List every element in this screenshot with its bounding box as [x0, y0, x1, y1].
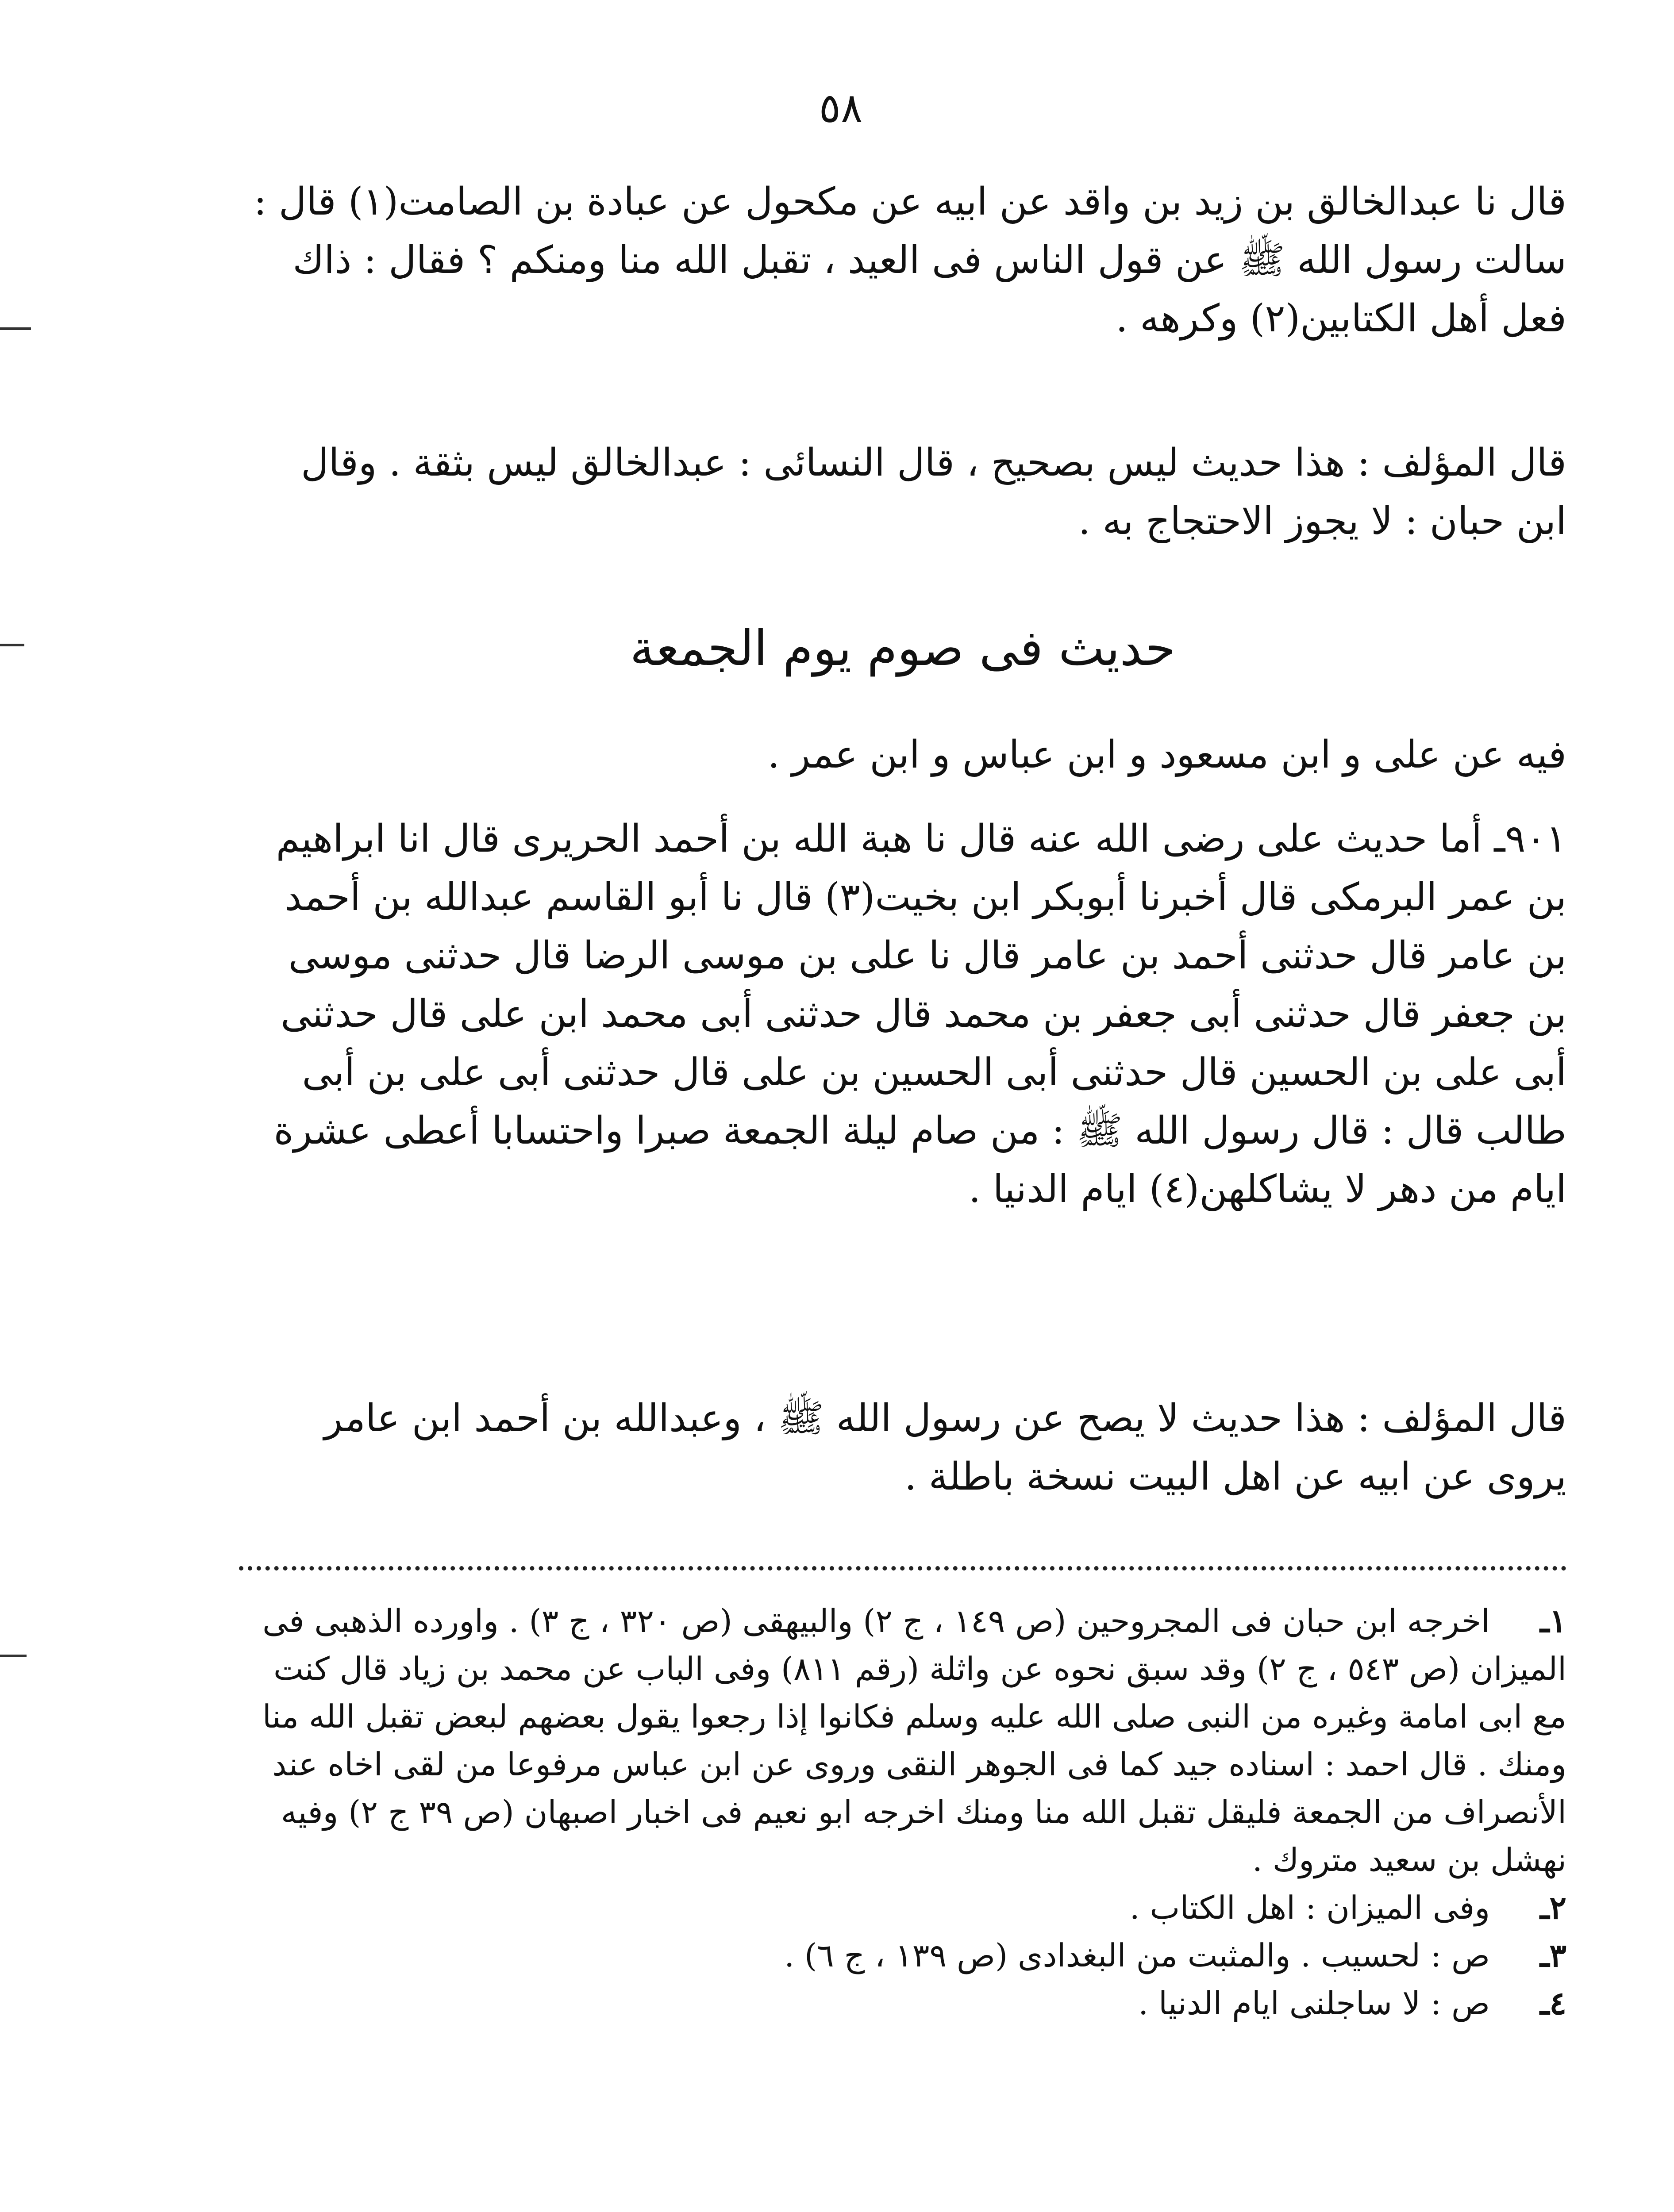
footnotes — [239, 1597, 1566, 2027]
paragraph-author-verdict: قال المؤلف : هذا حديث لا يصح عن رسول الله ﷺ ، وعبدالله بن أحمد ابن عامر يروى عن ابيه عن اهل البيت نسخة باطلة . — [324, 1396, 1566, 1499]
footnote-text: ص : لحسيب . والمثبت من البغدادى (ص ١٣٩ ، ج ٦) . — [784, 1937, 1490, 1974]
footnote-label: ٤ـ — [1540, 1984, 1566, 2022]
footnote-1 — [239, 1597, 1566, 1884]
section-heading: حديث فى صوم يوم الجمعة — [630, 620, 1176, 676]
paragraph-narrators: فيه عن على و ابن مسعود و ابن عباس و ابن عمر . — [767, 733, 1566, 777]
footnote-label: ٢ـ — [1540, 1889, 1566, 1926]
footnote-4 — [239, 1979, 1566, 2027]
footnote-text: اخرجه ابن حبان فى المجروحين (ص ١٤٩ ، ج ٢) والبيهقى (ص ٣٢٠ ، ج ٣) . واورده الذهبى فى الميزان (ص ٥٤٣ ، ج ٢) وقد سبق نحوه عن واثلة (رقم ٨١١) وفى الباب عن محمد بن زياد قال كنت مع ابى امامة وغيره من النبى صلى الله عليه وسلم فكانوا إذا رجعوا يقول بعضهم لبعض تقبل الله منا ومنك . قال احمد : اسناده جيد كما فى الجوهر النقى وروى عن ابن عباس مرفوعا من لقى اخاه عند الأنصراف من الجمعة فليقل تقبل الله منا ومنك اخرجه ابو نعيم فى اخبار اصبهان (ص ٣٩ ج ٢) وفيه نهشل بن سعيد متروك . — [262, 1602, 1566, 1878]
footnote-text: وفى الميزان : اهل الكتاب . — [1129, 1889, 1490, 1926]
footnote-label: ٣ـ — [1540, 1936, 1566, 1974]
footnote-separator — [239, 1566, 1566, 1571]
margin-mark — [0, 644, 24, 646]
page-number: ٥٨ — [819, 84, 863, 132]
footnote-3 — [239, 1932, 1566, 1979]
footnote-label: ١ـ — [1540, 1602, 1566, 1640]
margin-mark — [0, 1655, 27, 1657]
margin-mark — [0, 327, 31, 330]
paragraph-hadith-901: ٩٠١ـ أما حديث على رضى الله عنه قال نا هبة الله بن أحمد الحريرى قال انا ابراهيم بن عمر البرمكى قال أخبرنا أبوبكر ابن بخيت(٣) قال نا أبو القاسم عبدالله بن أحمد بن عامر قال حدثنى أحمد بن عامر قال نا على بن موسى الرضا قال حدثنى موسى بن جعفر قال حدثنى أبى جعفر بن محمد قال حدثنى أبى محمد ابن على قال حدثنى أبى على بن الحسين قال حدثنى أبى الحسين بن على قال حدثنى أبى على بن أبى طالب قال : قال رسول الله ﷺ : من صام ليلة الجمعة صبرا واحتسابا أعطى عشرة ايام من دهر لا يشاكلهن(٤) ايام الدنيا . — [273, 817, 1566, 1211]
paragraph-hadith-chain: قال نا عبدالخالق بن زيد بن واقد عن ابيه عن مكحول عن عبادة بن الصامت(١) قال : سالت رسول الله ﷺ عن قول الناس فى العيد ، تقبل الله منا ومنكم ؟ فقال : ذاك فعل أهل الكتابين(٢) وكرهه . — [254, 180, 1566, 341]
footnote-2 — [239, 1884, 1566, 1932]
paragraph-author-comment: قال المؤلف : هذا حديث ليس بصحيح ، قال النسائى : عبدالخالق ليس بثقة . وقال ابن حبان : لا يجوز الاحتجاج به . — [301, 441, 1566, 543]
footnote-text: ص : لا ساجلنى ايام الدنيا . — [1138, 1985, 1490, 2022]
